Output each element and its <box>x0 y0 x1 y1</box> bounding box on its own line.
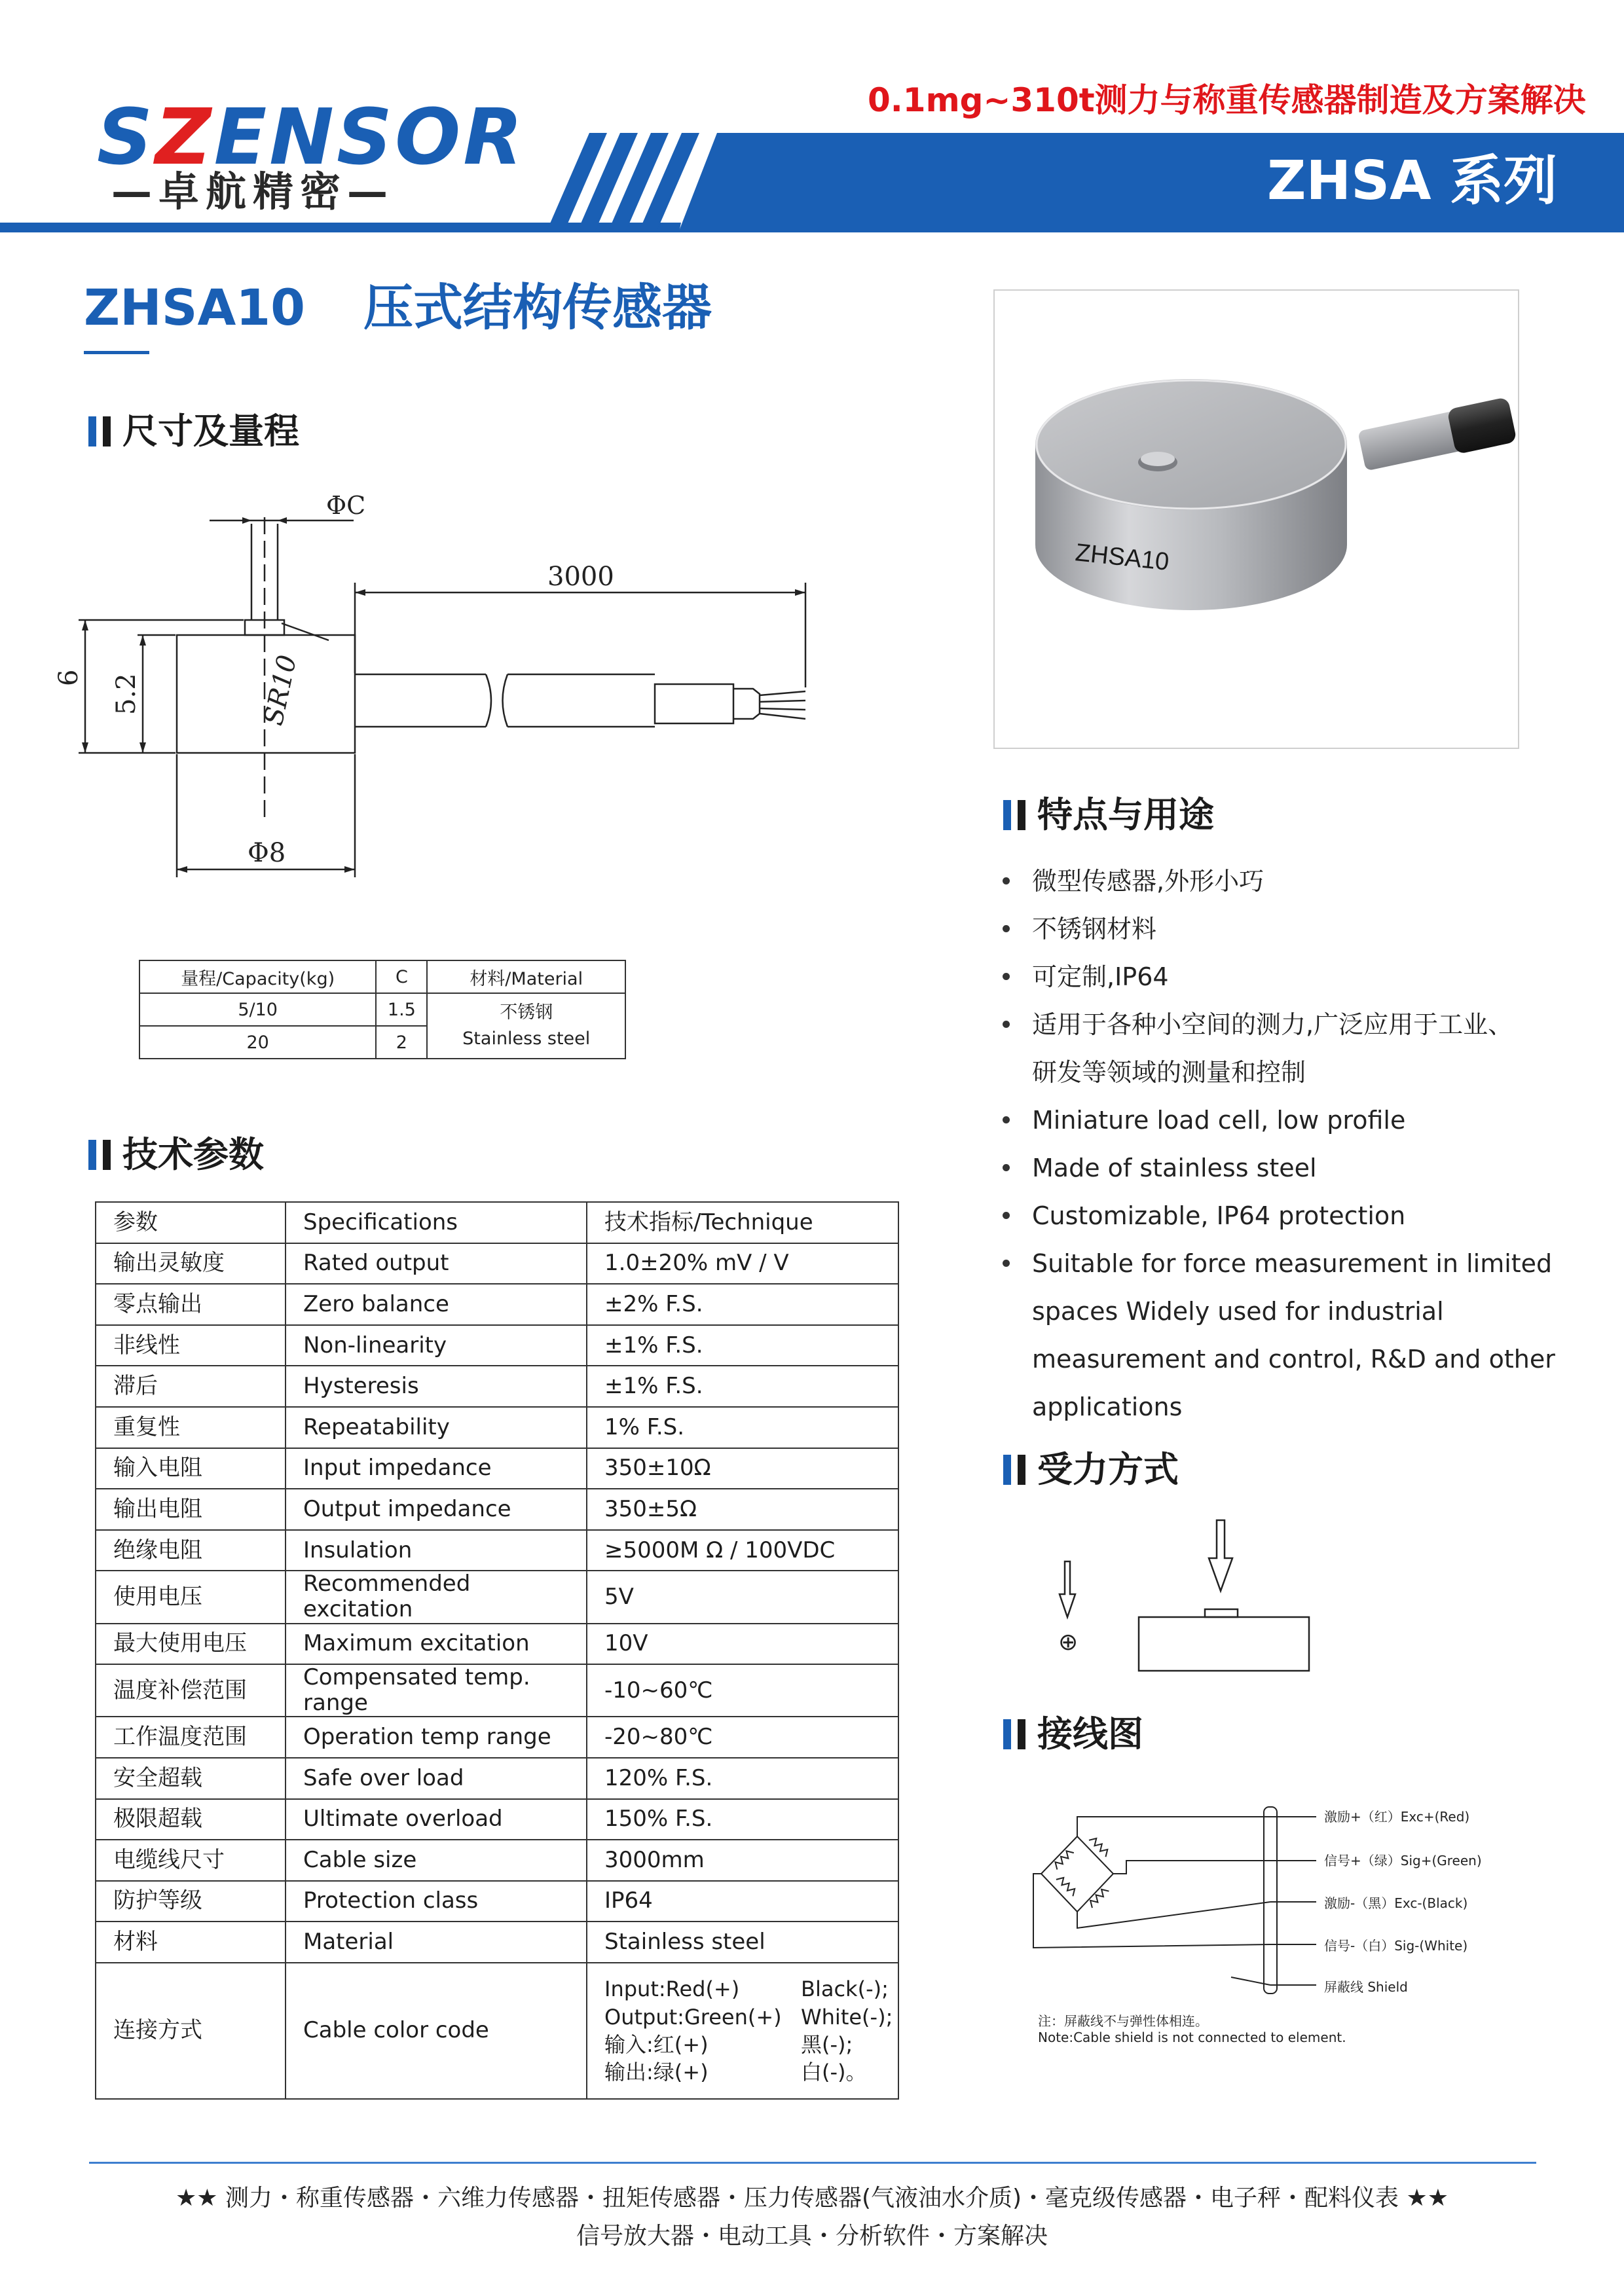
dim-phi-c: ΦC <box>326 491 366 520</box>
logo-letter: R <box>463 92 526 182</box>
table-cell: 技术指标/Technique <box>587 1202 898 1243</box>
feature-item: 微型传感器,外形小巧 <box>999 858 1562 905</box>
product-model: ZHSA10 <box>84 278 306 337</box>
logo-letter: N <box>269 92 337 182</box>
header-tagline: 0.1mg~310t测力与称重传感器制造及方案解决 <box>868 81 1586 119</box>
table-row <box>96 1243 898 1285</box>
section-marker <box>1003 1719 1011 1749</box>
table-row <box>96 1758 898 1799</box>
table-cell: 工作温度范围 <box>96 1717 286 1758</box>
section-title: 尺寸及量程 <box>122 410 299 452</box>
connection-text: Black(-); <box>801 1977 889 2002</box>
table-header-row <box>96 1202 898 1243</box>
table-row <box>96 1571 898 1623</box>
material-cn: 不锈钢 <box>500 1002 553 1023</box>
table-cell: IP64 <box>587 1881 898 1922</box>
table-row <box>96 1448 898 1489</box>
table-row-connection <box>96 1963 898 2099</box>
title-underline <box>84 351 149 354</box>
dim-3000: 3000 <box>547 562 614 592</box>
table-cell: 120% F.S. <box>587 1758 898 1799</box>
table-cell: Insulation <box>286 1530 587 1571</box>
feature-item: Made of stainless steel <box>999 1144 1562 1192</box>
feature-item: measurement and control, R&D and other <box>1032 1345 1555 1374</box>
table-cell: 输出灵敏度 <box>96 1243 286 1285</box>
section-title: 技术参数 <box>122 1134 264 1175</box>
table-cell: Cable size <box>286 1840 587 1881</box>
table-cell: Operation temp range <box>286 1717 587 1758</box>
table-cell: Cable color code <box>286 1963 587 2099</box>
table-row <box>96 1881 898 1922</box>
table-header: C <box>376 960 427 993</box>
table-row <box>96 1799 898 1840</box>
footer-products-line1: ★★ 测力・称重传感器・六维力传感器・扭矩传感器・压力传感器(气液油水介质)・毫克级传感器・电子秤・配料仪表 ★★ <box>175 2185 1449 2212</box>
table-cell: 连接方式 <box>96 1963 286 2099</box>
table-cell: ±1% F.S. <box>587 1325 898 1366</box>
table-row <box>139 960 625 993</box>
table-row <box>96 1407 898 1448</box>
table-cell: 非线性 <box>96 1325 286 1366</box>
table-header: 材料/Material <box>427 960 625 993</box>
dimension-drawing <box>0 458 851 890</box>
table-cell: 20 <box>139 1026 376 1059</box>
feature-item: Customizable, IP64 protection <box>999 1192 1562 1240</box>
table-row <box>96 1922 898 1963</box>
table-row <box>96 1664 898 1717</box>
table-cell: 零点输出 <box>96 1284 286 1325</box>
table-cell: Compensated temp. range <box>286 1664 587 1717</box>
table-cell: Protection class <box>286 1881 587 1922</box>
table-cell: Material <box>286 1922 587 1963</box>
wire-label-exc-plus: 激励+（红）Exc+(Red) <box>1324 1809 1470 1825</box>
photo-model-label: ZHSA10 <box>1074 539 1171 576</box>
table-cell: 3000mm <box>587 1840 898 1881</box>
section-marker <box>1018 1719 1025 1749</box>
table-cell: 材料 <box>96 1922 286 1963</box>
table-cell: 电缆线尺寸 <box>96 1840 286 1881</box>
table-row <box>96 1366 898 1407</box>
table-row <box>96 1489 898 1530</box>
table-row <box>96 1325 898 1366</box>
connection-text: White(-); <box>801 2004 893 2030</box>
feature-item: spaces Widely used for industrial <box>1032 1297 1444 1326</box>
logo-letter: E <box>213 92 270 182</box>
wiring-note-cn: 注：屏蔽线不与弹性体相连。 <box>1038 2013 1208 2029</box>
section-marker <box>1018 1455 1025 1485</box>
table-cell: -20~80℃ <box>587 1717 898 1758</box>
connection-lines <box>604 1975 898 2086</box>
dim-sr10: SR10 <box>258 652 303 729</box>
series-label: ZHSA 系列 <box>1267 150 1558 212</box>
logo-letter: O <box>394 92 464 182</box>
table-cell: 1.5 <box>376 993 427 1026</box>
wiring-note-en: Note:Cable shield is not connected to element. <box>1038 2030 1346 2045</box>
table-cell: 重复性 <box>96 1407 286 1448</box>
feature-item: 可定制,IP64 <box>999 953 1562 1001</box>
section-marker <box>88 416 96 446</box>
wire-label-exc-minus: 激励-（黑）Exc-(Black) <box>1324 1895 1468 1911</box>
table-cell: 使用电压 <box>96 1571 286 1623</box>
section-marker <box>103 416 111 446</box>
spec-table <box>95 1201 899 2100</box>
section-loading <box>1003 1449 1179 1490</box>
section-title: 受力方式 <box>1037 1449 1179 1490</box>
dim-5-2: 5.2 <box>111 673 141 715</box>
section-marker <box>88 1140 96 1170</box>
connection-text: Input:Red(+) <box>604 1977 740 2002</box>
table-cell: 5V <box>587 1571 898 1623</box>
logo-letter: S <box>336 92 395 182</box>
dim-phi-8: Φ8 <box>248 838 286 868</box>
table-row <box>96 1530 898 1571</box>
table-cell: 2 <box>376 1026 427 1059</box>
table-header: 量程/Capacity(kg) <box>139 960 376 993</box>
section-marker <box>1018 800 1025 830</box>
footer-divider <box>89 2162 1536 2164</box>
table-cell: Non-linearity <box>286 1325 587 1366</box>
table-row <box>96 1840 898 1881</box>
table-cell: 350±5Ω <box>587 1489 898 1530</box>
wire-label-sig-minus: 信号-（白）Sig-(White) <box>1324 1938 1468 1954</box>
table-cell: 输入电阻 <box>96 1448 286 1489</box>
table-cell: ±1% F.S. <box>587 1366 898 1407</box>
section-title: 特点与用途 <box>1037 794 1214 835</box>
connection-text: 白(-)。 <box>801 2060 867 2085</box>
section-marker <box>1003 1455 1011 1485</box>
table-cell: 安全超载 <box>96 1758 286 1799</box>
brand-subtitle: —卓航精密— <box>111 168 395 215</box>
connection-text: 输入:红(+) <box>604 2032 709 2057</box>
table-cell: ≥5000M Ω / 100VDC <box>587 1530 898 1571</box>
table-cell: Ultimate overload <box>286 1799 587 1840</box>
feature-item: Suitable for force measurement in limited <box>999 1240 1562 1288</box>
ground-symbol: ⊕ <box>1058 1629 1079 1656</box>
table-cell: Recommended excitation <box>286 1571 587 1623</box>
wire-label-shield: 屏蔽线 Shield <box>1324 1979 1408 1995</box>
connection-text: 黑(-); <box>801 2032 853 2057</box>
table-cell: 极限超载 <box>96 1799 286 1840</box>
material-cell <box>427 993 625 1059</box>
section-marker <box>1003 800 1011 830</box>
table-cell: Repeatability <box>286 1407 587 1448</box>
product-photo <box>993 289 1519 749</box>
feature-item: 研发等领域的测量和控制 <box>1032 1058 1306 1087</box>
table-cell: ±2% F.S. <box>587 1284 898 1325</box>
table-cell: Input impedance <box>286 1448 587 1489</box>
force-arrow-icon <box>1209 1520 1232 1591</box>
table-cell: 10V <box>587 1624 898 1665</box>
table-cell: 最大使用电压 <box>96 1624 286 1665</box>
section-specs <box>88 1134 264 1175</box>
table-cell: 参数 <box>96 1202 286 1243</box>
table-cell: Rated output <box>286 1243 587 1285</box>
table-cell: Zero balance <box>286 1284 587 1325</box>
table-cell: 温度补偿范围 <box>96 1664 286 1717</box>
feature-item: 不锈钢材料 <box>999 905 1562 953</box>
section-title: 接线图 <box>1037 1713 1143 1755</box>
footer-products-line2: 信号放大器・电动工具・分析软件・方案解决 <box>576 2223 1048 2250</box>
table-row <box>139 993 625 1026</box>
small-arrow-icon <box>1060 1561 1075 1617</box>
dim-6: 6 <box>54 669 84 686</box>
table-cell: Output impedance <box>286 1489 587 1530</box>
wiring-diagram <box>1022 1794 1323 2003</box>
section-wiring <box>1003 1713 1143 1755</box>
table-cell: 绝缘电阻 <box>96 1530 286 1571</box>
logo-letter: S <box>97 92 155 182</box>
table-cell: 150% F.S. <box>587 1799 898 1840</box>
section-features <box>1003 794 1214 835</box>
table-cell: Stainless steel <box>587 1922 898 1963</box>
table-cell: Maximum excitation <box>286 1624 587 1665</box>
table-cell: -10~60℃ <box>587 1664 898 1717</box>
table-cell: 输出电阻 <box>96 1489 286 1530</box>
capacity-table <box>139 960 626 1059</box>
table-cell: Hysteresis <box>286 1366 587 1407</box>
logo-letter: Z <box>155 92 214 182</box>
material-en: Stainless steel <box>462 1029 591 1049</box>
feature-item: applications <box>1032 1393 1183 1421</box>
table-cell: 5/10 <box>139 993 376 1026</box>
table-cell: 1.0±20% mV / V <box>587 1243 898 1285</box>
loading-diagram <box>1048 1519 1323 1676</box>
section-marker <box>103 1140 111 1170</box>
table-row <box>96 1624 898 1665</box>
table-cell: Specifications <box>286 1202 587 1243</box>
table-cell: 防护等级 <box>96 1881 286 1922</box>
brand-logo <box>97 92 526 182</box>
connection-text: 输出:绿(+) <box>604 2060 709 2085</box>
table-cell: 350±10Ω <box>587 1448 898 1489</box>
connection-text: Output:Green(+) <box>604 2004 782 2030</box>
table-row <box>96 1717 898 1758</box>
section-dimensions <box>88 410 299 452</box>
load-cell-illustration <box>995 291 1518 748</box>
table-cell: 滞后 <box>96 1366 286 1407</box>
connection-cell <box>587 1963 898 2099</box>
feature-item: 适用于各种小空间的测力,广泛应用于工业、 <box>999 1001 1562 1049</box>
table-cell: Safe over load <box>286 1758 587 1799</box>
wire-label-sig-plus: 信号+（绿）Sig+(Green) <box>1324 1853 1482 1868</box>
product-name: 压式结构传感器 <box>363 278 712 337</box>
table-cell: 1% F.S. <box>587 1407 898 1448</box>
table-row <box>96 1284 898 1325</box>
feature-list <box>999 858 1562 1431</box>
feature-item: Miniature load cell, low profile <box>999 1097 1562 1144</box>
